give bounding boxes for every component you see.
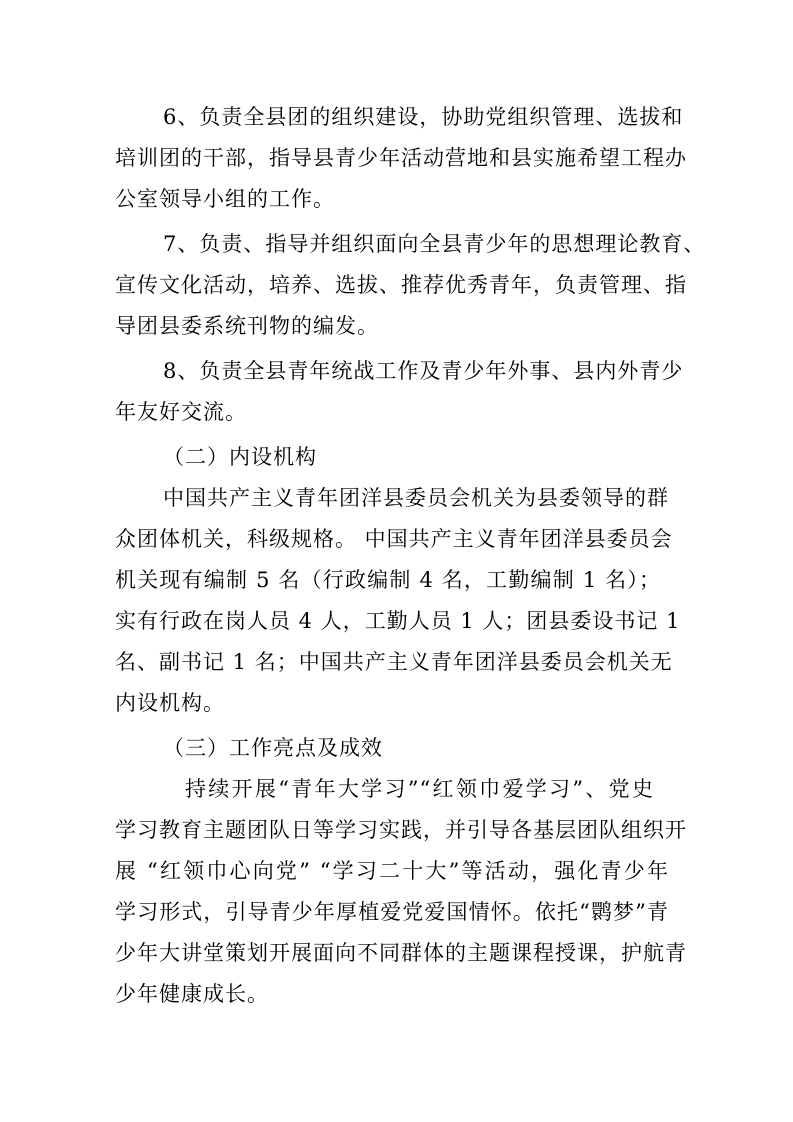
section-heading-work-highlights: （三）工作亮点及成效 bbox=[163, 736, 383, 760]
duty-7-line-2: 宣传文化活动，培养、选拔、推荐优秀青年，负责管理、指 bbox=[115, 273, 687, 297]
duty-8-line-2: 年友好交流。 bbox=[115, 400, 247, 424]
section3-line-2: 学习教育主题团队日等学习实践，并引导各基层团队组织开 bbox=[115, 818, 687, 842]
section3-line-3: 展 “红领巾心向党” “学习二十大”等活动，强化青少年 bbox=[115, 859, 669, 883]
section3-line-6: 少年健康成长。 bbox=[115, 982, 269, 1006]
section3-line-4: 学习形式，引导青少年厚植爱党爱国情怀。依托“鹮梦”青 bbox=[115, 900, 669, 924]
duty-8-line-1: 8、负责全县青年统战工作及青少年外事、县内外青少 bbox=[163, 359, 684, 383]
duty-7-line-3: 导团县委系统刊物的编发。 bbox=[115, 314, 379, 338]
section-heading-internal-structure: （二）内设机构 bbox=[163, 445, 317, 469]
section2-line-3: 机关现有编制 5 名（行政编制 4 名，工勤编制 1 名）； bbox=[115, 568, 661, 592]
section2-line-1: 中国共产主义青年团洋县委员会机关为县委领导的群 bbox=[163, 486, 669, 510]
section2-line-5: 名、副书记 1 名；中国共产主义青年团洋县委员会机关无 bbox=[115, 650, 673, 674]
section2-line-2: 众团体机关，科级规格。 中国共产主义青年团洋县委员会 bbox=[115, 527, 673, 551]
section2-line-6: 内设机构。 bbox=[115, 691, 225, 715]
duty-7-line-1: 7、负责、指导并组织面向全县青少年的思想理论教育、 bbox=[163, 232, 706, 256]
duty-6-line-1: 6、负责全县团的组织建设，协助党组织管理、选拔和 bbox=[163, 105, 684, 129]
section3-line-1: 持续开展“青年大学习”“红领巾爱学习”、党史 bbox=[185, 777, 654, 801]
section3-line-5: 少年大讲堂策划开展面向不同群体的主题课程授课，护航青 bbox=[115, 941, 687, 965]
duty-6-line-2: 培训团的干部，指导县青少年活动营地和县实施希望工程办 bbox=[115, 146, 687, 170]
duty-6-line-3: 公室领导小组的工作。 bbox=[115, 187, 335, 211]
section2-line-4: 实有行政在岗人员 4 人，工勤人员 1 人；团县委设书记 1 bbox=[115, 609, 681, 633]
